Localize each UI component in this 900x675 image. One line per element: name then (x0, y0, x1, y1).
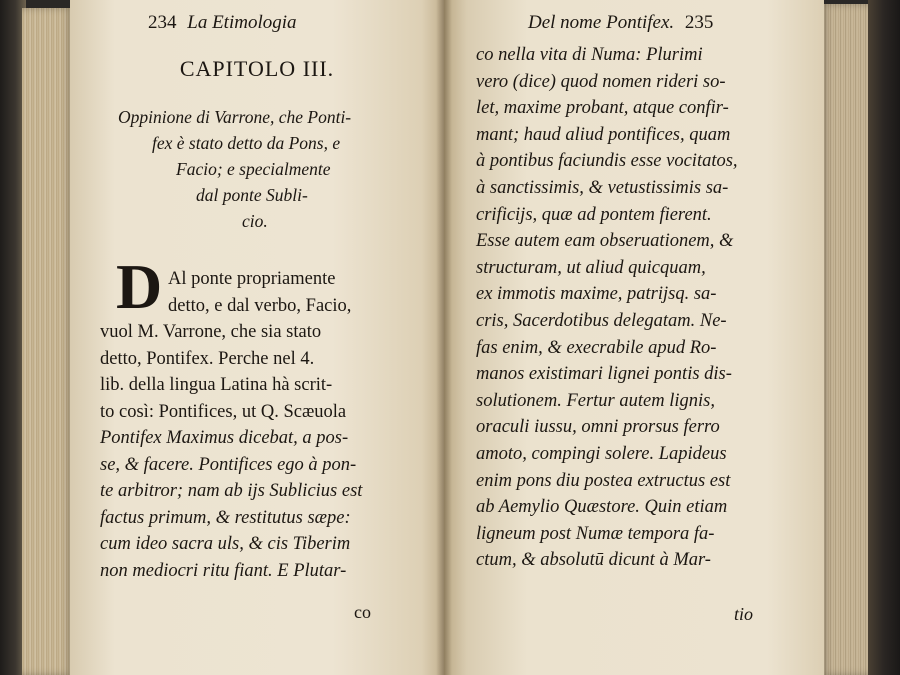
text-line: mant; haud aliud pontifices, quam (476, 124, 731, 145)
drop-cap: D (116, 251, 163, 322)
text-line: to così: Pontifices, ut Q. Scæuola (100, 401, 347, 422)
left-catchword: co (354, 602, 371, 622)
text-line: à pontibus faciundis esse vocitatos, (476, 151, 738, 172)
text-line: ctum, & absolutū dicunt à Mar- (476, 550, 711, 571)
chapter-summary (110, 104, 444, 234)
book-cover-right (868, 0, 900, 675)
right-page (444, 0, 824, 675)
text-line: fas enim, & execrabile apud Ro- (476, 337, 717, 358)
text-line: factus primum, & restitutus sæpe: (100, 507, 351, 528)
right-catchword: tio (734, 604, 754, 624)
text-line: oraculi iussu, omni prorsus ferro (476, 417, 720, 438)
text-line: ligneum post Numæ tempora fa- (476, 523, 715, 544)
right-body-text (476, 42, 824, 574)
text-line: vuol M. Varrone, che sia stato (100, 322, 322, 342)
summary-line: Oppinione di Varrone, che Ponti- (118, 107, 352, 127)
right-running-title: Del nome Pontifex. (528, 12, 675, 33)
text-line: ab Aemylio Quæstore. Quin etiam (476, 497, 728, 518)
text-line: structuram, ut aliud quicquam, (476, 257, 706, 278)
page-edges-left (22, 8, 74, 675)
left-page-number: 234 (148, 12, 177, 33)
text-line: lib. della lingua Latina hà scrit- (100, 375, 333, 395)
left-running-title: La Etimologia (187, 12, 297, 33)
text-line: co nella vita di Numa: Plurimi (476, 45, 703, 65)
text-line: Esse autem eam obseruationem, & (476, 231, 734, 252)
summary-line: cio. (242, 211, 268, 231)
left-page (70, 0, 444, 675)
right-page-number: 235 (684, 12, 714, 33)
text-line: cris, Sacerdotibus delegatam. Ne- (476, 310, 727, 331)
summary-line: fex è stato detto da Pons, e (152, 133, 341, 153)
page-edges-right (820, 4, 870, 675)
text-line: te arbitror; nam ab ijs Sublicius est (100, 481, 363, 501)
text-line: detto, e dal verbo, Facio, (168, 295, 352, 316)
text-line: à sanctissimis, & vetustissimis sa- (476, 177, 729, 198)
right-running-head (528, 12, 713, 34)
text-line: enim pons diu postea extructus est (476, 470, 731, 491)
book-gutter (436, 0, 452, 675)
text-line: cum ideo sacra uls, & cis Tiberim (100, 534, 351, 554)
text-line: ex immotis maxime, patrijsq. sa- (476, 284, 717, 305)
text-line: Al ponte propriamente (168, 269, 336, 289)
text-line: detto, Pontifex. Perche nel 4. (100, 348, 315, 369)
text-line: solutionem. Fertur autem lignis, (476, 390, 715, 411)
text-line: se, & facere. Pontifices ego à pon- (100, 454, 357, 475)
text-line: vero (dice) quod nomen rideri so- (476, 71, 726, 92)
left-running-head (148, 12, 297, 34)
text-line: amoto, compingi solere. Lapideus (476, 443, 727, 464)
text-line: Pontifex Maximus dicebat, a pos- (100, 428, 349, 448)
text-line: crificijs, quæ ad pontem fierent. (476, 204, 712, 225)
summary-line: dal ponte Subli- (196, 185, 308, 205)
text-line: let, maxime probant, atque confir- (476, 98, 729, 119)
text-line: non mediocri ritu fiant. E Plutar- (100, 560, 347, 581)
left-body-text (98, 266, 438, 584)
chapter-title: CAPITOLO III. (179, 56, 335, 81)
summary-line: Facio; e specialmente (176, 159, 331, 179)
text-line: manos existimari lignei pontis dis- (476, 364, 732, 385)
